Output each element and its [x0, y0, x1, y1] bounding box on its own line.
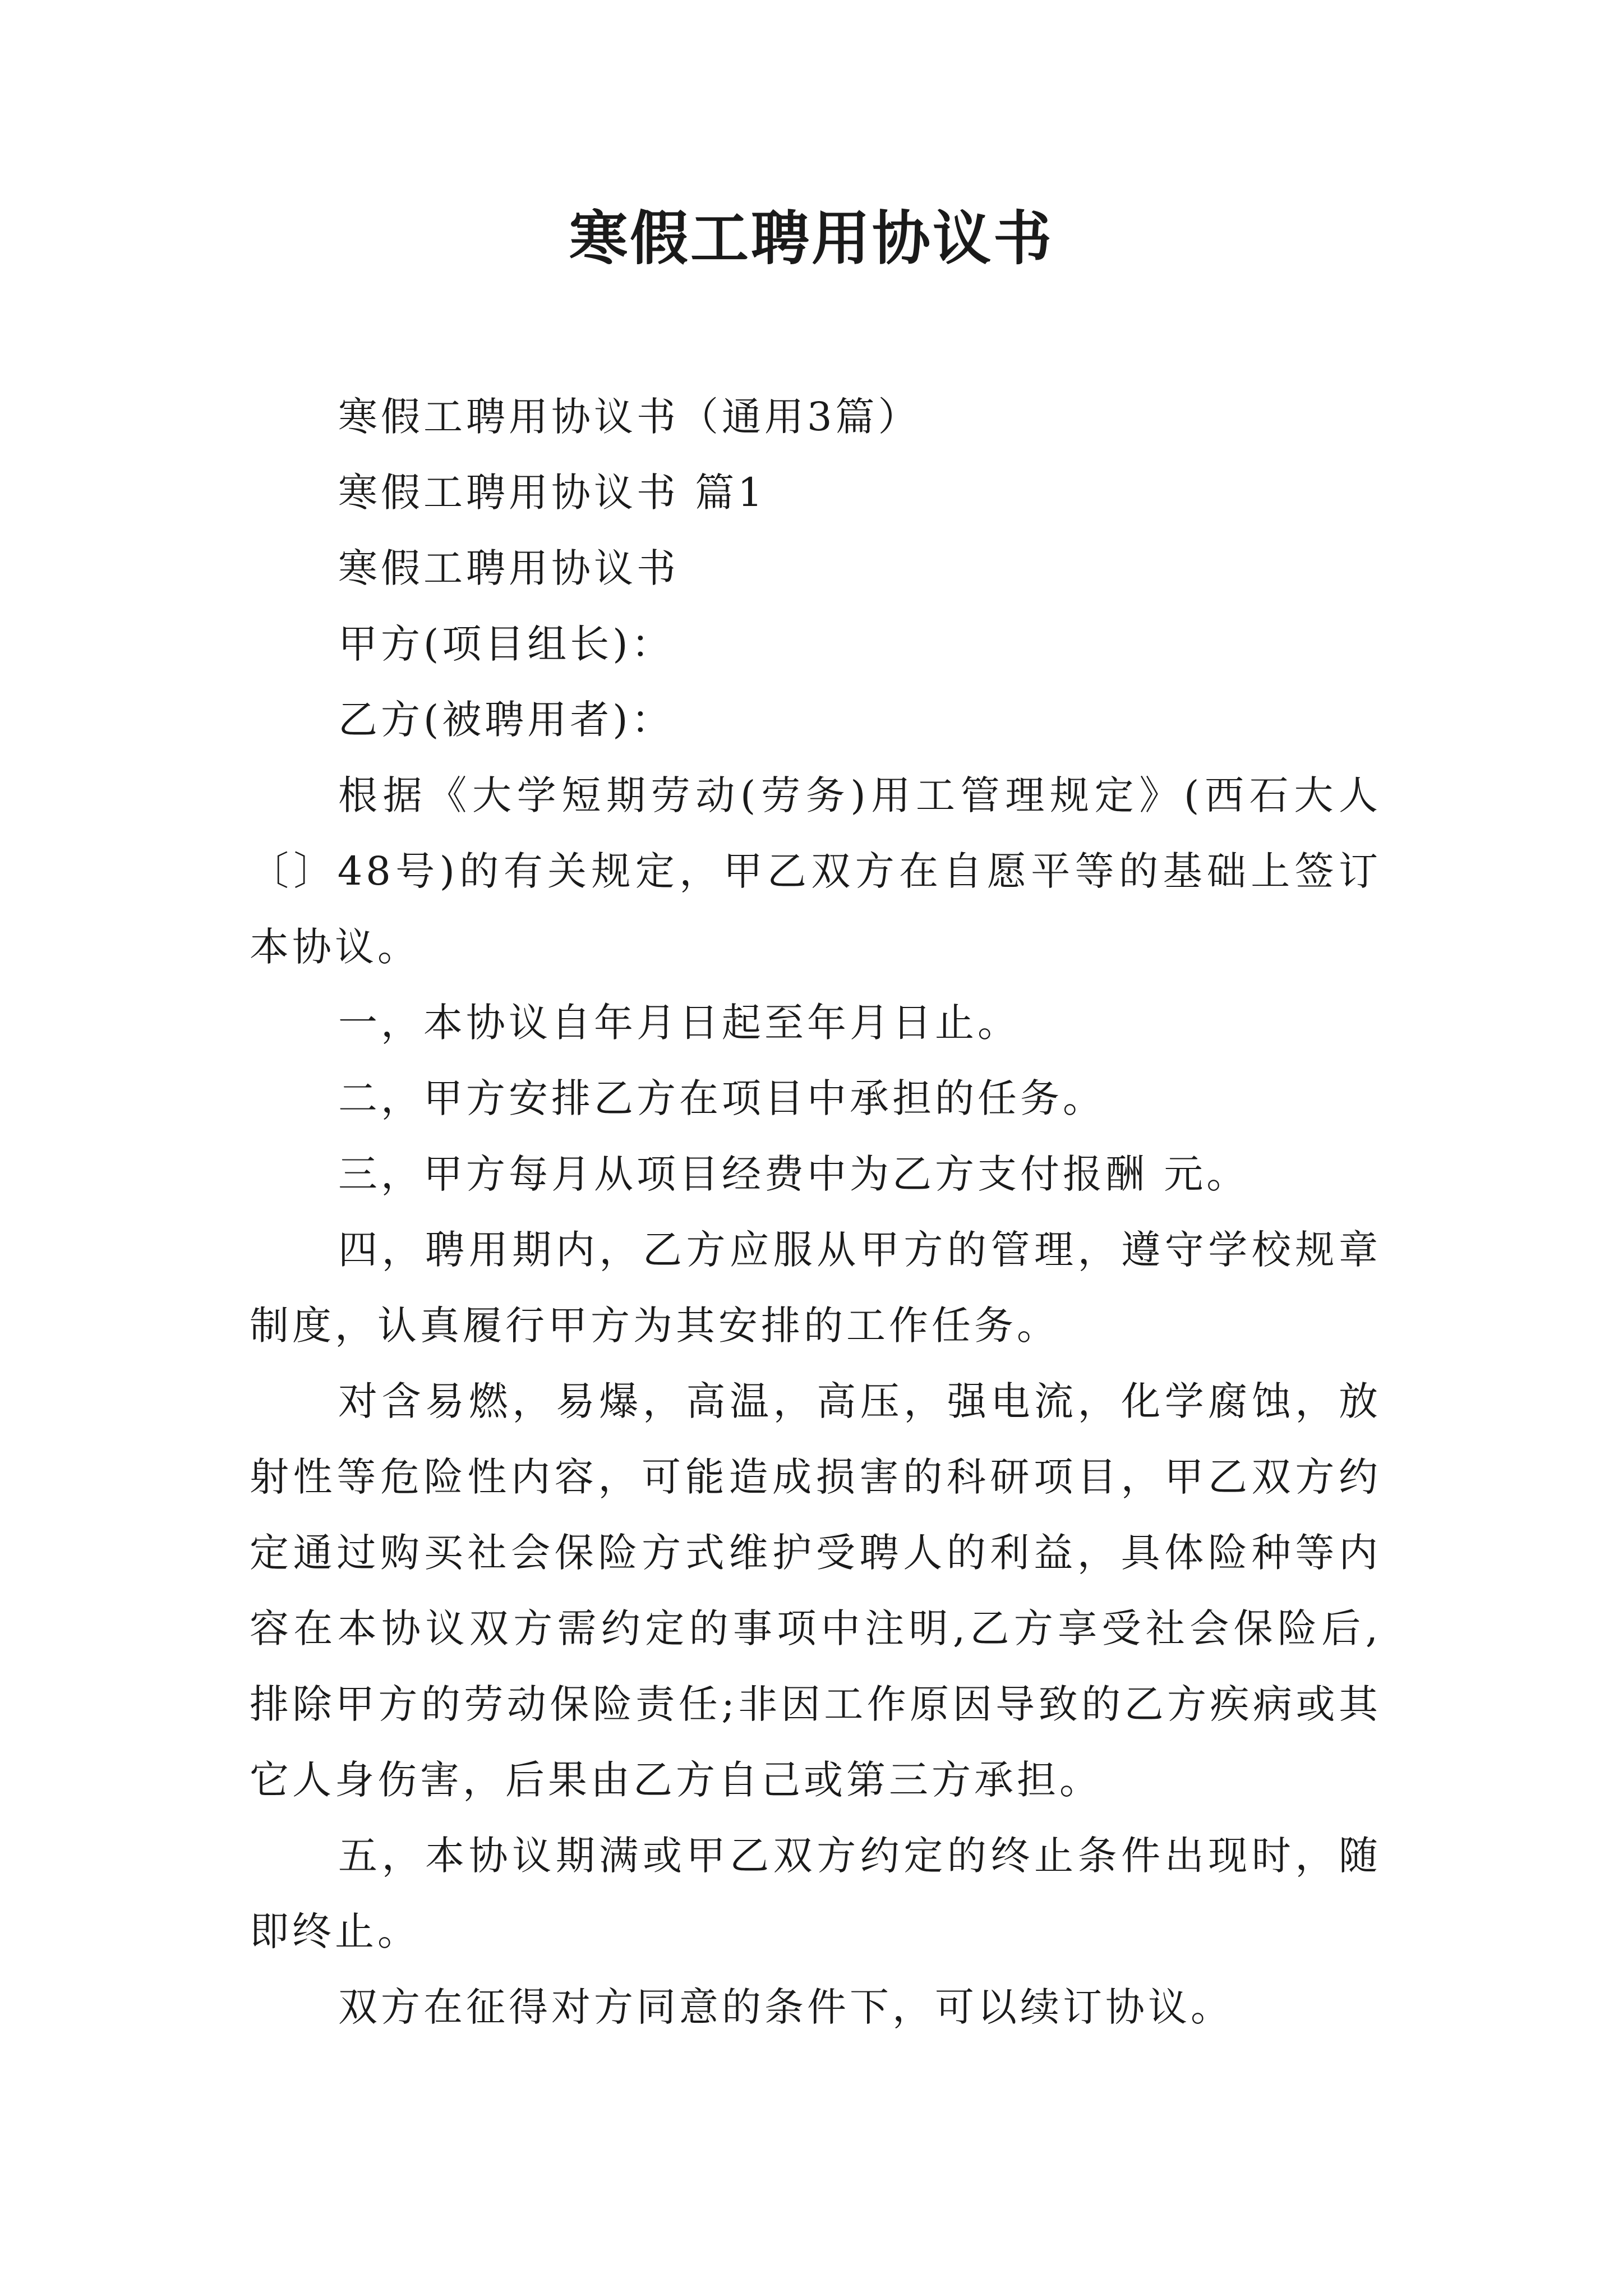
- paragraph-clause-4: 四，聘用期内，乙方应服从甲方的管理，遵守学校规章制度，认真履行甲方为其安排的工作任务。: [250, 1227, 1381, 1349]
- paragraph-clause-5: 五，本协议期满或甲乙双方约定的终止条件出现时，随即终止。: [250, 1833, 1381, 1954]
- paragraph-clause-1: 一，本协议自年月日起至年月日止。: [338, 1000, 1020, 1046]
- document-title: 寒假工聘用协议书: [569, 204, 1054, 273]
- paragraph-party-b: 乙方(被聘用者)：: [338, 697, 674, 743]
- paragraph-insurance: 对含易燃，易爆，高温，高压，强电流，化学腐蚀，放射性等危险性内容，可能造成损害的科研项目，甲乙双方约定通过购买社会保险方式维护受聘人的利益，具体险种等内容在本协议双方需约定的事项中注明,乙方享受社会保险后,排除甲方的劳动保险责任;非因工作原因导致的乙方疾病或其它人身伤害，后果由乙方自己或第三方承担。: [250, 1378, 1381, 1803]
- paragraph-preamble: 根据《大学短期劳动(劳务)用工管理规定》(西石大人〔〕48号)的有关规定，甲乙双方在自愿平等的基础上签订本协议。: [250, 772, 1381, 970]
- paragraph-party-a: 甲方(项目组长)：: [338, 621, 674, 667]
- paragraph-clause-3: 三，甲方每月从项目经费中为乙方支付报酬 元。: [338, 1151, 1249, 1197]
- paragraph-renewal: 双方在征得对方同意的条件下，可以续订协议。: [338, 1984, 1233, 2030]
- paragraph-section-heading: 寒假工聘用协议书 篇1: [338, 470, 766, 516]
- paragraph-clause-2: 二，甲方安排乙方在项目中承担的任务。: [338, 1075, 1105, 1121]
- document-body: [250, 379, 1381, 2045]
- paragraph-agreement-name: 寒假工聘用协议书: [338, 545, 679, 591]
- paragraph-subtitle: 寒假工聘用协议书（通用3篇）: [338, 394, 921, 440]
